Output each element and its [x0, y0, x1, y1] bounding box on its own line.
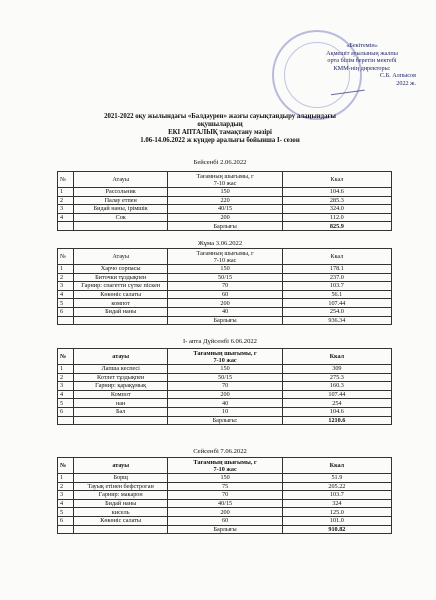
- kcal: 103.7: [282, 491, 391, 500]
- dish-name: Компот: [73, 390, 167, 399]
- col-header: Ккал: [282, 172, 391, 188]
- portion: 75: [168, 482, 282, 491]
- row-number: 3: [58, 282, 74, 291]
- kcal: 112.0: [282, 213, 391, 222]
- dish-name: Рассольник: [73, 188, 168, 197]
- approval-line: КММ-нің директоры:: [333, 64, 391, 72]
- portion: 40: [168, 399, 282, 408]
- approval-line: С.Б. Алпысов: [379, 72, 416, 80]
- row-number: 6: [58, 407, 74, 416]
- row-number: 2: [58, 482, 74, 491]
- portion: 200: [168, 299, 282, 308]
- portion: 50/15: [168, 273, 282, 282]
- col-header: №: [58, 458, 74, 474]
- table-row: [58, 196, 392, 205]
- row-number: 2: [58, 373, 74, 382]
- portion: 70: [168, 382, 282, 391]
- dish-name: Көкөніс салаты: [73, 516, 167, 525]
- empty-cell: [58, 525, 74, 534]
- table-row: [58, 474, 392, 483]
- menu-day-caption: Жұма 3.06.2022: [197, 240, 243, 247]
- table-row: [58, 188, 392, 197]
- col-header: №: [58, 349, 74, 365]
- col-header: №: [58, 172, 74, 188]
- total-value: 1210.6: [282, 416, 391, 425]
- dish-name: Гарнир: спагетти сүтке піскен: [73, 282, 167, 291]
- kcal: 125.0: [282, 508, 391, 517]
- col-header: Тағамның шығымы, г 7-10 жас: [168, 249, 282, 265]
- portion: 150: [168, 265, 282, 274]
- row-number: 4: [58, 499, 74, 508]
- kcal: 324.0: [282, 205, 391, 214]
- kcal: 104.6: [282, 407, 391, 416]
- dish-name: Гарнир: макарон: [73, 491, 167, 500]
- portion: 70: [168, 491, 282, 500]
- table-row: [58, 290, 392, 299]
- dish-name: компот: [73, 299, 167, 308]
- table-row: [58, 482, 392, 491]
- portion: 150: [168, 365, 282, 374]
- table-row: [58, 265, 392, 274]
- approval-block: [302, 42, 422, 88]
- heading-line-1: 2021-2022 оқу жылындағы «Балдәурен» жазғы сауықтандыру алаңындағы: [104, 113, 336, 120]
- total-row: [58, 222, 392, 231]
- col-header: Ккал: [282, 458, 391, 474]
- dish-name: Бидай наны: [73, 499, 167, 508]
- portion: 150: [168, 188, 282, 197]
- kcal: 254: [282, 399, 391, 408]
- kcal: 51.9: [282, 474, 391, 483]
- menu-day-caption: Бейсенбі 2.06.2022: [193, 159, 247, 166]
- approval-line: «Бекітемін»: [346, 42, 378, 49]
- row-number: 1: [58, 365, 74, 374]
- row-number: 3: [58, 491, 74, 500]
- kcal: 103.7: [282, 282, 391, 291]
- menu-table: [57, 248, 392, 325]
- portion: 40/15: [168, 499, 282, 508]
- table-row: [58, 407, 392, 416]
- kcal: 324: [282, 499, 391, 508]
- table-row: [58, 205, 392, 214]
- menu-day-caption: Сейсенбі 7.06.2022: [193, 448, 247, 455]
- kcal: 309: [282, 365, 391, 374]
- row-number: 1: [58, 188, 74, 197]
- row-number: 6: [58, 307, 74, 316]
- row-number: 5: [58, 399, 74, 408]
- table-row: [58, 516, 392, 525]
- portion: 50/15: [168, 373, 282, 382]
- menu-day-caption: I- апта Дүйсенбі 6.06.2022: [183, 338, 257, 345]
- dish-name: Палау етпен: [73, 196, 168, 205]
- col-header: Тағамның шығымы, г 7-10 жас: [168, 349, 282, 365]
- approval-line: орта білім беретін мектебі: [327, 57, 397, 65]
- col-header: Атауы: [73, 172, 168, 188]
- heading-line-2: оқушылардың: [197, 121, 243, 128]
- portion: 70: [168, 282, 282, 291]
- total-label: Барлығы: [168, 316, 282, 325]
- heading-line-4: 1.06-14.06.2022 ж күндер аралығы бойынша I- сезон: [140, 137, 300, 144]
- kcal: 107.44: [282, 390, 391, 399]
- row-number: 1: [58, 474, 74, 483]
- row-number: 6: [58, 516, 74, 525]
- approval-line: 2022 ж.: [396, 79, 416, 87]
- table-row: [58, 307, 392, 316]
- table-row: [58, 282, 392, 291]
- portion: 60: [168, 516, 282, 525]
- dish-name: Гарнир: қарақұмық: [73, 382, 167, 391]
- table-row: [58, 365, 392, 374]
- total-value: 825.9: [282, 222, 391, 231]
- table-row: [58, 213, 392, 222]
- row-number: 4: [58, 390, 74, 399]
- kcal: 104.6: [282, 188, 391, 197]
- kcal: 285.3: [282, 196, 391, 205]
- dish-name: Көкөніс салаты: [73, 290, 167, 299]
- col-header: №: [58, 249, 74, 265]
- empty-cell: [73, 316, 167, 325]
- table-row: [58, 491, 392, 500]
- empty-cell: [73, 416, 167, 425]
- kcal: 160.3: [282, 382, 391, 391]
- approval-line: Ақмешіт ауылының жалпы: [326, 49, 398, 57]
- dish-name: Тауық етінен бефстроган: [73, 482, 167, 491]
- portion: 40: [168, 307, 282, 316]
- portion: 200: [168, 213, 282, 222]
- col-header: Тағамның шығымы, г 7-10 жас: [168, 458, 282, 474]
- dish-name: Сок: [73, 213, 168, 222]
- heading-line-3: ЕКІ АПТАЛЫҚ тамақтану мәзірі: [168, 129, 272, 136]
- dish-name: Бидай наны, ірімшік: [73, 205, 168, 214]
- row-number: 1: [58, 265, 74, 274]
- empty-cell: [58, 416, 74, 425]
- row-number: 4: [58, 290, 74, 299]
- empty-cell: [58, 222, 74, 231]
- total-row: [58, 416, 392, 425]
- row-number: 2: [58, 273, 74, 282]
- total-label: Барлығы:: [168, 416, 282, 425]
- dish-name: нан: [73, 399, 167, 408]
- portion: 150: [168, 474, 282, 483]
- empty-cell: [58, 316, 74, 325]
- menu-table: [57, 457, 392, 534]
- table-row: [58, 390, 392, 399]
- portion: 10: [168, 407, 282, 416]
- dish-name: Котлет тұздықпен: [73, 373, 167, 382]
- menu-table: [57, 171, 392, 231]
- kcal: 254.0: [282, 307, 391, 316]
- table-row: [58, 508, 392, 517]
- row-number: 2: [58, 196, 74, 205]
- total-row: [58, 525, 392, 534]
- table-row: [58, 399, 392, 408]
- dish-name: Бидай наны: [73, 307, 167, 316]
- portion: 220: [168, 196, 282, 205]
- dish-name: Харчо сорпасы: [73, 265, 167, 274]
- kcal: 101.0: [282, 516, 391, 525]
- empty-cell: [73, 525, 167, 534]
- dish-name: Борщ: [73, 474, 167, 483]
- dish-name: кисель: [73, 508, 167, 517]
- dish-name: Лапша кеспесі: [73, 365, 167, 374]
- col-header: Ккал: [282, 249, 391, 265]
- col-header: атауы: [73, 458, 167, 474]
- col-header: Тағамның шығымы, г 7-10 жас: [168, 172, 282, 188]
- dish-name: Биточки тұздықпен: [73, 273, 167, 282]
- empty-cell: [73, 222, 168, 231]
- row-number: 3: [58, 382, 74, 391]
- row-number: 3: [58, 205, 74, 214]
- col-header: Ккал: [282, 349, 391, 365]
- col-header: Атауы: [73, 249, 167, 265]
- portion: 200: [168, 508, 282, 517]
- col-header: атауы: [73, 349, 167, 365]
- total-label: Барлығы: [168, 222, 282, 231]
- kcal: 275.3: [282, 373, 391, 382]
- total-value: 936.34: [282, 316, 391, 325]
- portion: 200: [168, 390, 282, 399]
- portion: 40/15: [168, 205, 282, 214]
- portion: 60: [168, 290, 282, 299]
- total-value: 910.82: [282, 525, 391, 534]
- kcal: 107.44: [282, 299, 391, 308]
- row-number: 5: [58, 508, 74, 517]
- table-row: [58, 273, 392, 282]
- kcal: 56.1: [282, 290, 391, 299]
- total-label: Барлығы: [168, 525, 282, 534]
- table-row: [58, 299, 392, 308]
- dish-name: Бал: [73, 407, 167, 416]
- kcal: 205.22: [282, 482, 391, 491]
- menu-table: [57, 348, 392, 425]
- table-row: [58, 499, 392, 508]
- total-row: [58, 316, 392, 325]
- row-number: 5: [58, 299, 74, 308]
- table-row: [58, 382, 392, 391]
- row-number: 4: [58, 213, 74, 222]
- kcal: 237.0: [282, 273, 391, 282]
- table-row: [58, 373, 392, 382]
- kcal: 178.1: [282, 265, 391, 274]
